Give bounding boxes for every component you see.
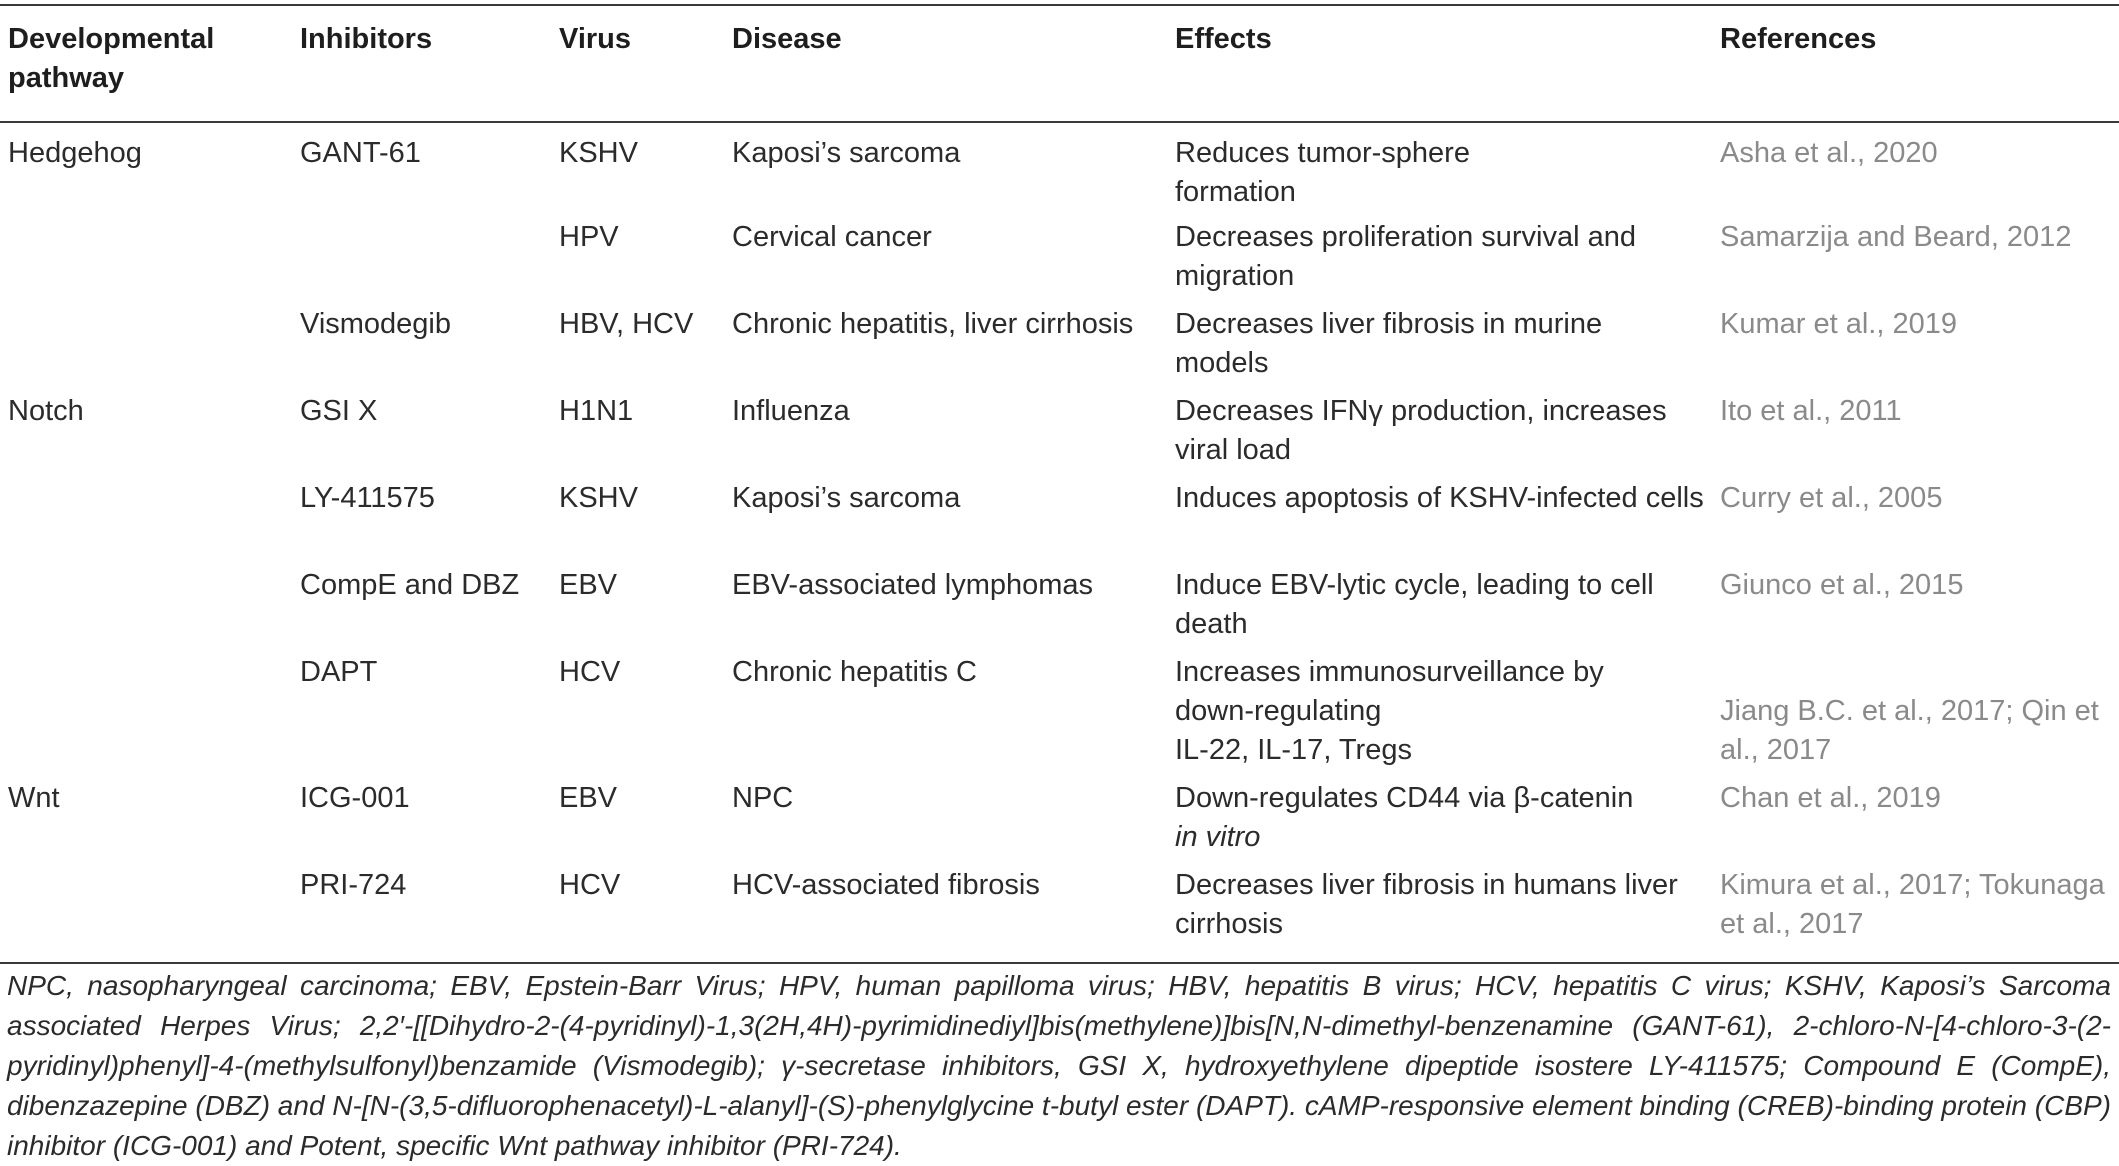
table-header-row [0,0,2119,122]
table-row [0,299,2119,386]
effects-text: Reduces tumor-sphere formation [1175,137,1470,208]
cell-pathway [0,560,300,647]
table-row [0,860,2119,948]
cell-effects [1175,773,1720,860]
cell-reference: Samarzija and Beard, 2012 [1720,221,2072,253]
table-row [0,647,2119,773]
cell-pathway [0,299,300,386]
header-pathway: Developmental pathway [8,23,215,94]
cell-inhibitor: DAPT [300,656,378,688]
effects-italic: in vitro [1175,821,1261,853]
cell-pathway [0,860,300,948]
reference-text: Jiang B.C. et al., 2017; Qin et al., 2017 [1720,695,2099,766]
header-disease: Disease [732,23,842,55]
cell-reference: Curry et al., 2005 [1720,482,1943,514]
cell-effects [1175,122,1720,212]
table-row [0,560,2119,647]
cell-reference: Ito et al., 2011 [1720,395,1902,427]
cell-disease: HCV-associated fibrosis [732,869,1040,901]
cell-pathway [0,473,300,560]
cell-inhibitor: CompE and DBZ [300,569,520,601]
effects-text: Decreases liver fibrosis in murine models [1175,308,1603,379]
cell-reference [1720,647,2119,773]
cell-virus: HCV [559,656,621,688]
cell-inhibitor: ICG-001 [300,782,410,814]
effects-line: IL-22, IL-17, Tregs [1175,734,1412,766]
header-references: References [1720,23,1877,55]
cell-virus: EBV [559,782,618,814]
table-row [0,212,2119,299]
cell-virus: HBV, HCV [559,308,694,340]
table-bottom-rule [0,962,2119,964]
cell-virus: EBV [559,569,618,601]
effects-text: Down-regulates CD44 via β-catenin [1175,782,1634,814]
cell-pathway: Wnt [8,782,60,814]
cell-disease: Kaposi’s sarcoma [732,137,961,169]
cell-reference: Chan et al., 2019 [1720,782,1941,814]
cell-virus: KSHV [559,137,638,169]
cell-disease: Cervical cancer [732,221,932,253]
cell-reference: Kumar et al., 2019 [1720,308,1957,340]
header-inhibitors: Inhibitors [300,23,433,55]
table-row [0,773,2119,860]
cell-pathway: Notch [8,395,84,427]
cell-virus: H1N1 [559,395,634,427]
table-footnote: NPC, nasopharyngeal carcinoma; EBV, Epstein-Barr Virus; HPV, human papilloma virus; HBV, hepatitis B virus; HCV, hepatitis C virus; KSHV, Kaposi’s Sarcoma associated Herpes Virus; 2,2′-[[Dihydro-2-(4-pyridinyl)-1,3(2H,4H)-pyrimidinediyl]bis(methylene)]bis[N,N-dimethyl-benzenamine (GANT-61), 2-chloro-N-[4-chloro-3-(2-pyridinyl)phenyl]-4-(methylsulfonyl)benzamide (Vismodegib); γ-secretase inhibitors, GSI X, hydroxyethylene dipeptide isostere LY-411575; Compound E (CompE), dibenzazepine (DBZ) and N-[N-(3,5-difluorophenacetyl)-L-alanyl]-(S)-phenylglycine t-butyl ester (DAPT). cAMP-responsive element binding (CREB)-binding protein (CBP) inhibitor (ICG-001) and Potent, specific Wnt pathway inhibitor (PRI-724). [7,970,2111,1161]
cell-disease: Chronic hepatitis C [732,656,977,688]
cell-pathway [0,212,300,299]
cell-disease: Chronic hepatitis, liver cirrhosis [732,308,1134,340]
effects-line: down-regulating [1175,695,1382,727]
cell-inhibitor: GANT-61 [300,137,421,169]
cell-pathway: Hedgehog [8,137,142,169]
cell-effects: Induce EBV-lytic cycle, leading to cell death [1175,569,1654,640]
cell-reference: Kimura et al., 2017; Tokunaga et al., 2017 [1720,869,2105,940]
cell-effects: Decreases proliferation survival and migration [1175,221,1636,292]
cell-virus: KSHV [559,482,638,514]
header-virus: Virus [559,23,632,55]
cell-virus: HPV [559,221,619,253]
cell-effects: Decreases liver fibrosis in humans liver cirrhosis [1175,869,1678,940]
header-effects: Effects [1175,23,1272,55]
cell-disease: Influenza [732,395,850,427]
cell-inhibitor: GSI X [300,395,378,427]
cell-reference: Asha et al., 2020 [1720,137,1938,169]
cell-inhibitor [300,212,559,299]
cell-pathway [0,647,300,773]
cell-disease: Kaposi’s sarcoma [732,482,961,514]
cell-reference: Giunco et al., 2015 [1720,569,1964,601]
table-row [0,122,2119,212]
cell-effects [1175,647,1720,773]
cell-inhibitor: Vismodegib [300,308,452,340]
table-row [0,386,2119,473]
cell-inhibitor: LY-411575 [300,482,435,514]
cell-effects: Decreases IFNγ production, increases viral load [1175,395,1667,466]
cell-inhibitor: PRI-724 [300,869,407,901]
cell-effects: Induces apoptosis of KSHV-infected cells [1175,482,1704,514]
cell-effects [1175,299,1720,386]
effects-line: Increases immunosurveillance by [1175,656,1604,688]
table-row [0,473,2119,560]
cell-disease: EBV-associated lymphomas [732,569,1094,601]
cell-virus: HCV [559,869,621,901]
cell-disease: NPC [732,782,794,814]
